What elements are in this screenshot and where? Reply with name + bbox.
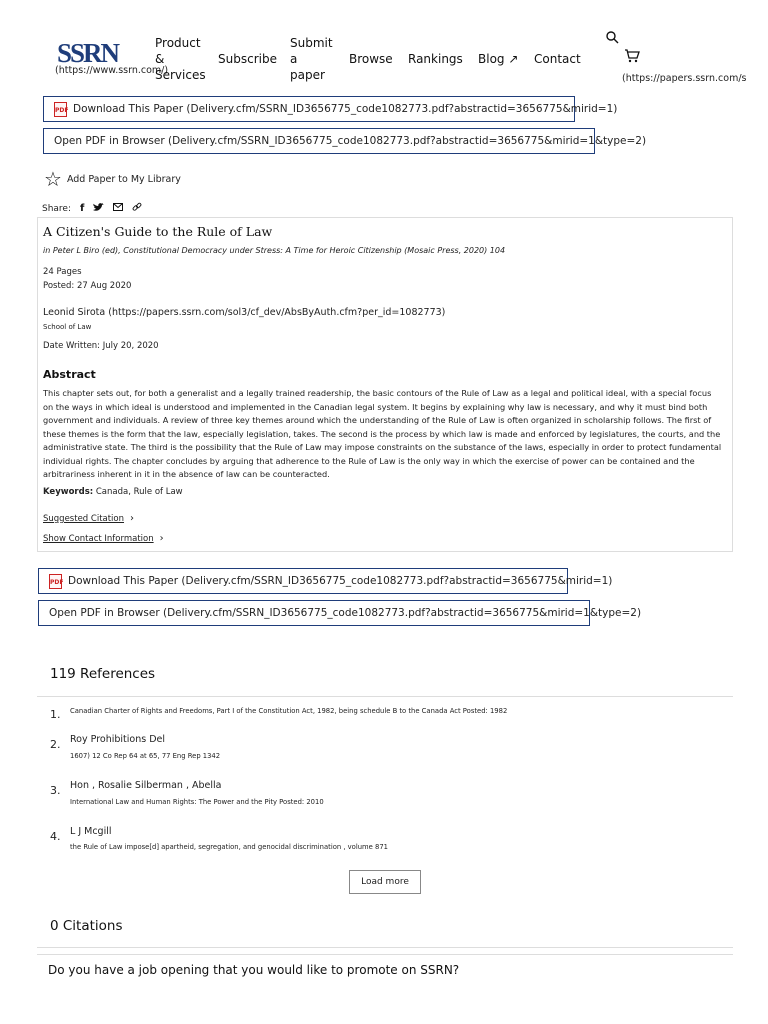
show-contact-toggle[interactable] xyxy=(43,526,164,545)
reference-title: Hon , Rosalie Silberman , Abella xyxy=(70,780,222,791)
search-icon[interactable] xyxy=(605,30,619,48)
download-paper-label: Download This Paper (Delivery.cfm/SSRN_ID3656775_code1082773.pdf?abstractid=3656775&mirid=1) xyxy=(73,103,618,115)
add-library-label: Add Paper to My Library xyxy=(66,173,181,185)
show-contact-label: Show Contact Information xyxy=(43,534,154,544)
chevron-right-icon: › xyxy=(159,533,164,544)
keywords-label: Keywords: xyxy=(43,487,94,497)
cart-url[interactable]: (https://papers.ssrn.com/s xyxy=(622,73,747,84)
references-heading: 119 References xyxy=(50,666,156,682)
nav-browse[interactable]: Browse xyxy=(349,52,393,66)
suggested-citation-toggle[interactable] xyxy=(43,506,134,525)
divider xyxy=(37,954,733,955)
share-bar xyxy=(42,202,142,215)
twitter-icon[interactable] xyxy=(93,203,104,215)
posted-date: Posted: 27 Aug 2020 xyxy=(43,281,132,291)
download-paper-button[interactable] xyxy=(43,96,618,122)
chevron-right-icon: › xyxy=(130,513,135,524)
author-link[interactable]: Leonid Sirota (https://papers.ssrn.com/sol3/cf_dev/AbsByAuth.cfm?per_id=1082773) xyxy=(43,307,446,318)
share-label: Share: xyxy=(42,203,72,214)
ssrn-logo[interactable]: SSRN xyxy=(57,38,119,68)
citations-heading: 0 Citations xyxy=(50,918,123,934)
open-pdf-label: Open PDF in Browser (Delivery.cfm/SSRN_ID3656775_code1082773.pdf?abstractid=3656775&mirid=1&type=2) xyxy=(49,607,642,619)
nav-subscribe[interactable]: Subscribe xyxy=(218,52,277,66)
paper-card xyxy=(37,217,733,552)
nav-blog[interactable]: Blog ↗ xyxy=(478,52,519,66)
keywords xyxy=(43,487,183,497)
email-icon[interactable] xyxy=(113,203,123,214)
reference-item: 1. xyxy=(50,708,61,721)
reference-detail: Canadian Charter of Rights and Freedoms, Part I of the Constitution Act, 1982, being schedule B to the Canada Act Posted: 1982 xyxy=(70,707,508,715)
job-promo-text: Do you have a job opening that you would like to promote on SSRN? xyxy=(48,963,460,977)
add-to-library-button[interactable] xyxy=(44,169,181,189)
nav-submit-paper[interactable]: Submit a paper xyxy=(290,36,333,82)
open-pdf-label: Open PDF in Browser (Delivery.cfm/SSRN_ID3656775_code1082773.pdf?abstractid=3656775&mirid=1&type=2) xyxy=(54,135,647,147)
reference-detail: 1607) 12 Co Rep 64 at 65, 77 Eng Rep 1342 xyxy=(70,752,221,760)
reference-detail: the Rule of Law impose[d] apartheid, segregation, and genocidal discrimination , volume 871 xyxy=(70,843,388,851)
reference-item: 4. xyxy=(50,830,61,843)
reference-item: 3. xyxy=(50,784,61,797)
load-more-button[interactable]: Load more xyxy=(349,870,421,894)
divider xyxy=(37,696,733,697)
paper-title: A Citizen's Guide to the Rule of Law xyxy=(43,224,273,239)
pdf-icon: PDF xyxy=(54,102,67,117)
download-paper-button-bottom[interactable] xyxy=(38,568,613,594)
cart-icon[interactable] xyxy=(624,49,640,67)
abstract-text: This chapter sets out, for both a generalist and a legally trained readership, the basic contours of the Rule of Law as a legal and political ideal, with a special focus on the ways in which ideal is understood and implemented in the Canadian legal system. It begins by explaining why law is necessary, and why it must bind both government and individuals. A review of three key themes around which the understanding of the Rule of Law is often organized in scholarship follows. The first of these themes is the form that the law, especially legislation, takes. The second is the process by which law is made and enforced by legislatures, the courts, and the administrative state. The third is the possibility that the Rule of Law may impose constraints on the substance of the laws, especially in order to protect fundamental individual rights. The chapter concludes by arguing that adherence to the Rule of Law is the only way in which the exercise of power can be contained and the arbitrariness inherent in it in the absence of law can be counteracted. xyxy=(43,388,722,479)
reference-item: 2. xyxy=(50,738,61,751)
author-affiliation: School of Law xyxy=(43,323,92,331)
reference-title: Roy Prohibitions Del xyxy=(70,734,165,745)
link-icon[interactable] xyxy=(132,202,142,215)
facebook-icon[interactable]: f xyxy=(80,203,85,214)
paper-citation: in Peter L Biro (ed), Constitutional Democracy under Stress: A Time for Heroic Citizenship (Mosaic Press, 2020) 104 xyxy=(43,246,506,255)
divider xyxy=(37,947,733,948)
reference-title: L J Mcgill xyxy=(70,826,112,837)
keywords-value: Canada, Rule of Law xyxy=(95,487,183,497)
pdf-icon: PDF xyxy=(49,574,62,589)
open-pdf-button-bottom[interactable] xyxy=(38,600,642,626)
star-icon: ☆ xyxy=(44,167,62,191)
date-written: Date Written: July 20, 2020 xyxy=(43,341,159,351)
page-count: 24 Pages xyxy=(43,267,82,277)
nav-contact[interactable]: Contact xyxy=(534,52,581,66)
logo-url[interactable]: (https://www.ssrn.com/) xyxy=(55,65,169,76)
reference-detail: International Law and Human Rights: The Power and the Pity Posted: 2010 xyxy=(70,798,324,806)
download-paper-label: Download This Paper (Delivery.cfm/SSRN_ID3656775_code1082773.pdf?abstractid=3656775&mirid=1) xyxy=(68,575,613,587)
open-pdf-button[interactable] xyxy=(43,128,647,154)
abstract-heading: Abstract xyxy=(43,368,96,381)
nav-rankings[interactable]: Rankings xyxy=(408,52,463,66)
suggested-citation-label: Suggested Citation xyxy=(43,514,125,524)
nav-product-services[interactable]: Product & Services xyxy=(155,36,206,82)
